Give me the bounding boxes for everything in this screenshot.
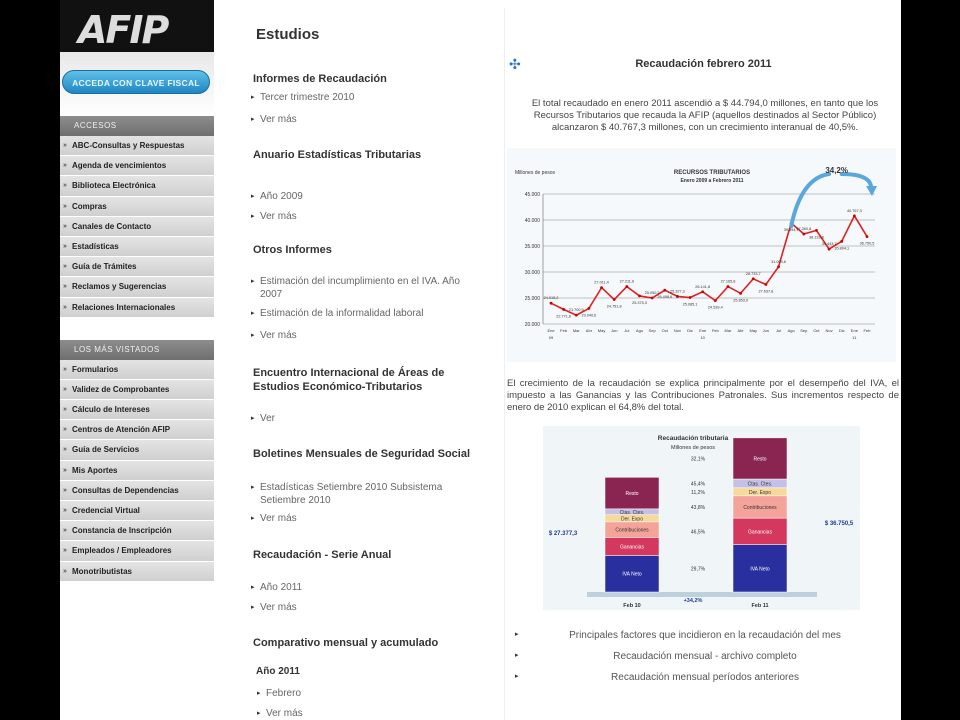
segment-label: Ganancias — [748, 529, 772, 536]
double-chevron-icon: » — [63, 222, 67, 230]
double-chevron-icon: » — [63, 242, 67, 250]
arrow-bullet-icon: ▸ — [251, 94, 255, 101]
double-chevron-icon: » — [63, 527, 67, 535]
data-label: 27.637,8 — [758, 289, 774, 294]
report-link[interactable] — [515, 630, 895, 641]
data-point — [739, 292, 742, 295]
double-chevron-icon: » — [63, 507, 67, 514]
sidebar-item-label: Relaciones Internacionales — [72, 302, 176, 312]
arrow-bullet-icon: ▸ — [515, 652, 519, 659]
double-chevron-icon: » — [63, 385, 67, 393]
logo-text: AFIP — [78, 8, 168, 52]
data-label: 26.141,8 — [695, 284, 711, 289]
y-tick-label: 35.000 — [524, 244, 540, 250]
arrow-bullet-icon: ▸ — [251, 332, 255, 339]
data-label: 38.133,8 — [809, 235, 824, 240]
double-chevron-icon: » — [63, 365, 67, 373]
section-link[interactable] — [251, 276, 470, 301]
sidebar-item[interactable] — [60, 501, 214, 521]
section-heading: Encuentro Internacional de Áreas de Estudios Económico-Tributarios — [253, 367, 445, 393]
report-link[interactable] — [515, 672, 895, 683]
double-chevron-icon: » — [63, 446, 67, 454]
growth-pct-label: 43,8% — [690, 504, 706, 511]
link-label: Estimación del incumplimiento en el IVA. Año 2007 — [260, 276, 460, 300]
link-label: Estimación de la informalidad laboral — [260, 308, 424, 319]
data-label: 27.165,8 — [720, 279, 736, 284]
x-tick-label: Feb 10 — [623, 603, 641, 609]
sidebar-item[interactable] — [60, 400, 214, 420]
data-point — [676, 295, 679, 298]
x-tick-label: Oct — [813, 328, 820, 333]
data-label: 35.894,1 — [834, 246, 850, 251]
data-point — [638, 295, 641, 298]
data-label: 27.211,6 — [619, 279, 635, 284]
section-heading: Recaudación - Serie Anual — [253, 549, 392, 561]
link-label: Año 2011 — [260, 582, 303, 593]
x-tick-label: Nov — [673, 328, 681, 333]
vistos-header: LOS MÁS VISTADOS — [60, 340, 214, 360]
data-point — [815, 229, 818, 232]
data-point — [714, 299, 717, 302]
left-sidebar — [60, 0, 214, 720]
data-label: 40.767,3 — [846, 208, 862, 213]
data-label: 37.360,8 — [796, 227, 812, 232]
arrow-head — [866, 186, 877, 196]
section-link[interactable] — [251, 413, 470, 426]
double-chevron-icon: » — [63, 406, 67, 414]
chart-title: Recaudación tributaria — [657, 435, 729, 442]
y-tick-label: 30.000 — [524, 270, 540, 276]
data-point — [562, 308, 565, 311]
x-tick-label: Abr — [737, 328, 744, 333]
sidebar-item-label: Consultas de Dependencias — [72, 485, 179, 495]
arrow-bullet-icon: ▸ — [251, 278, 255, 285]
sidebar-item[interactable] — [60, 197, 214, 217]
data-label: 25.050,2 — [644, 291, 660, 295]
right-margin — [901, 0, 960, 720]
arrow-bullet-icon: ▸ — [257, 710, 261, 717]
data-point — [828, 248, 831, 251]
data-point — [802, 233, 805, 236]
growth-pct-label: 45,4% — [690, 481, 706, 488]
data-label: 39.394,7 — [783, 228, 799, 233]
vistos-menu — [60, 360, 214, 582]
section-heading: Comparativo mensual y acumulado — [253, 637, 439, 649]
sidebar-item[interactable] — [60, 541, 214, 561]
sidebar-item-label: Guía de Trámites — [72, 262, 137, 272]
x-tick-label: Sep — [800, 328, 808, 333]
growth-pct-label: 11,2% — [691, 489, 705, 496]
growth-pct-label: 46,5% — [690, 529, 706, 536]
data-label: 34.443,7 — [821, 242, 837, 247]
section-heading: Otros Informes — [253, 244, 332, 256]
data-label: 25.375,3 — [632, 300, 647, 305]
section-link[interactable] — [251, 191, 470, 204]
growth-total: +34,2% — [683, 598, 703, 604]
link-label: Ver más — [260, 602, 297, 613]
section-link[interactable] — [251, 92, 470, 105]
sidebar-item[interactable] — [60, 420, 214, 440]
growth-arrow-right — [842, 174, 871, 190]
sidebar-item[interactable] — [60, 440, 214, 460]
paragraph-growth: El crecimiento de la recaudación se explica principalmente por el desempeño del IVA, el impuesto a las Ganancias y las Contribuciones Patronales. Sus incrementos respecto de enero de 2010 explican el 64,8% del total. — [507, 378, 899, 413]
segment-label: Contribuciones — [743, 504, 777, 511]
page-frame — [60, 0, 901, 720]
bar-chart-recaudacion — [543, 426, 860, 610]
link-label: Estadísticas Setiembre 2010 Subsistema Setiembre 2010 — [260, 482, 443, 506]
x-tick-label: Ago — [787, 328, 795, 333]
sidebar-item-label: ABC-Consultas y Respuestas — [72, 141, 185, 150]
sidebar-item[interactable] — [60, 217, 214, 237]
main-content — [504, 8, 901, 720]
sidebar-item[interactable] — [60, 136, 214, 156]
double-chevron-icon: » — [63, 202, 67, 210]
section-link[interactable] — [251, 308, 470, 321]
sidebar-item[interactable] — [60, 237, 214, 257]
section-heading: Anuario Estadísticas Tributarias — [253, 149, 422, 161]
sidebar-item-label: Formularios — [72, 364, 119, 374]
data-point — [777, 265, 780, 268]
x-tick-label: Feb — [863, 328, 871, 333]
arrow-bullet-icon: ▸ — [515, 631, 519, 638]
arrow-bullet-icon: ▸ — [251, 415, 255, 422]
double-chevron-icon: » — [63, 303, 67, 311]
data-label: 22.771,6 — [556, 314, 572, 319]
section-link[interactable] — [251, 482, 470, 507]
afip-logo[interactable] — [60, 0, 214, 52]
data-point — [588, 307, 591, 310]
arrow-bullet-icon: ▸ — [515, 673, 519, 680]
sidebar-item-label: Constancia de Inscripción — [72, 526, 172, 536]
x-tick-label: May — [597, 328, 606, 333]
total-left: $ 27.377,3 — [548, 531, 578, 537]
double-chevron-icon: » — [63, 567, 67, 575]
sidebar-item-label: Guía de Servicios — [72, 445, 140, 455]
link-label: Ver más — [260, 211, 297, 222]
link-label: Ver más — [260, 330, 297, 341]
sidebar-item[interactable] — [60, 176, 214, 196]
y-tick-label: 25.000 — [524, 296, 540, 302]
data-label: 25.853,9 — [733, 298, 748, 303]
sidebar-item[interactable] — [60, 461, 214, 481]
growth-arrow-left — [791, 174, 829, 226]
data-point — [727, 285, 730, 288]
segment-label: Contribuciones — [615, 527, 649, 534]
data-point — [840, 240, 843, 243]
x-tick-label: Oct — [661, 328, 668, 333]
data-label: 27.011,4 — [594, 280, 609, 285]
x-tick-label: Ene — [547, 328, 555, 333]
double-chevron-icon: » — [63, 547, 67, 555]
arrow-bullet-icon: ▸ — [251, 515, 255, 522]
arrow-bullet-icon: ▸ — [251, 213, 255, 220]
segment-label: Ctas. Ctes. — [619, 509, 645, 516]
data-label: 28.733,7 — [745, 271, 761, 276]
x-tick-label: Sep — [648, 328, 656, 333]
x-tick-label: Ene — [699, 328, 707, 333]
sidebar-item[interactable] — [60, 562, 214, 582]
sidebar-item[interactable] — [60, 360, 214, 380]
sidebar-item-label: Biblioteca Electrónica — [72, 181, 156, 191]
section-heading: Informes de Recaudación — [253, 73, 387, 85]
chart-title: RECURSOS TRIBUTARIOS — [673, 170, 751, 176]
arrow-bullet-icon: ▸ — [251, 604, 255, 611]
y-tick-label: 40.000 — [524, 218, 540, 224]
section-link[interactable] — [251, 513, 470, 526]
x-tick-label: Jun — [610, 328, 618, 333]
data-point — [651, 297, 654, 300]
link-label: Ver más — [266, 708, 303, 719]
segment-label: Der. Expo — [749, 489, 771, 496]
link-label: Ver más — [260, 513, 297, 524]
link-label: Recaudación mensual - archivo completo — [613, 651, 797, 662]
page-title: Estudios — [256, 26, 320, 43]
arrow-bullet-icon: ▸ — [251, 116, 255, 123]
x-year-label: 10 — [700, 335, 705, 340]
data-point — [853, 214, 856, 217]
segment-label: Der. Expo — [621, 516, 643, 523]
bar-base — [587, 592, 817, 597]
data-point — [625, 285, 628, 288]
data-label: 24.751,8 — [606, 304, 622, 309]
data-point — [689, 296, 692, 299]
data-point — [600, 286, 603, 289]
sidebar-item-label: Reclamos y Sugerencias — [72, 282, 167, 292]
total-right: $ 36.750,5 — [824, 521, 854, 527]
sidebar-item-label: Compras — [72, 201, 107, 211]
login-area — [60, 52, 214, 116]
growth-pct-label: 32,1% — [690, 456, 706, 463]
sidebar-item-label: Canales de Contacto — [72, 221, 152, 231]
section-link[interactable] — [251, 582, 470, 595]
data-label: 24.015,2 — [543, 296, 559, 301]
arrow-bullet-icon: ▸ — [251, 193, 255, 200]
sidebar-item[interactable] — [60, 277, 214, 297]
section-link[interactable] — [257, 708, 476, 720]
link-label: Febrero — [266, 688, 302, 699]
double-chevron-icon: » — [63, 486, 67, 494]
chart-subtitle: Enero 2009 a Febrero 2011 — [680, 178, 744, 184]
double-chevron-icon: » — [63, 263, 67, 271]
data-label: 31.009,6 — [771, 259, 786, 264]
data-point — [550, 302, 553, 305]
sidebar-item[interactable] — [60, 521, 214, 541]
section-heading: Boletines Mensuales de Seguridad Social — [253, 448, 471, 460]
arrow-bullet-icon: ▸ — [257, 690, 261, 697]
data-label: 25.327,3 — [670, 289, 685, 294]
y-axis-label: Millones de pesos — [515, 170, 556, 176]
data-point — [663, 289, 666, 292]
data-label: 24.539,4 — [707, 305, 723, 310]
segment-label: IVA Neto — [750, 566, 770, 573]
link-label: Año 2009 — [260, 191, 303, 202]
section-link[interactable] — [257, 688, 476, 701]
section-subheading: Año 2011 — [256, 666, 300, 677]
paragraph-intro: El total recaudado en enero 2011 ascendió a $ 44.794,0 millones, en tanto que los Recursos Tributarios que recauda la AFIP (aquellos destinados al Sector Público) alcanzaron $ 40.767,3 millones, con un crecimiento interanual de 40,5%. — [531, 98, 879, 133]
double-chevron-icon: » — [63, 466, 67, 474]
arrow-bullet-icon: ▸ — [251, 310, 255, 317]
arrow-bullet-icon: ▸ — [251, 584, 255, 591]
sidebar-item-label: Cálculo de Intereses — [72, 405, 150, 415]
link-label: Tercer trimestre 2010 — [260, 92, 355, 103]
link-label: Recaudación mensual períodos anteriores — [611, 672, 799, 683]
y-tick-label: 20.000 — [524, 322, 540, 328]
x-year-label: 11 — [852, 335, 857, 340]
sidebar-item-label: Empleados / Empleadores — [72, 546, 172, 556]
data-label: 25.085,1 — [682, 302, 698, 307]
sidebar-item-label: Monotributistas — [72, 566, 132, 576]
section-link[interactable] — [251, 114, 470, 127]
double-chevron-icon: » — [63, 426, 67, 434]
x-tick-label: Ene — [850, 328, 858, 333]
segment-label: IVA Neto — [622, 571, 642, 578]
x-tick-label: May — [749, 328, 758, 333]
data-label: 26.498,6 — [657, 295, 673, 300]
growth-pct-label: 29,7% — [690, 566, 706, 573]
x-tick-label: Dic — [687, 328, 693, 333]
sidebar-item-label: Validez de Comprobantes — [72, 384, 170, 394]
segment-label: Ctas. Ctes. — [747, 481, 773, 488]
sidebar-item[interactable] — [60, 156, 214, 176]
data-point — [764, 283, 767, 286]
sidebar-item-label: Centros de Atención AFIP — [72, 425, 171, 435]
data-point — [613, 298, 616, 301]
sidebar-item-label: Mis Aportes — [72, 465, 118, 475]
sidebar-item-label: Agenda de vencimientos — [72, 161, 167, 171]
line-chart-recursos — [507, 148, 896, 362]
link-label: Ver — [260, 413, 276, 424]
x-tick-label: Feb 11 — [751, 603, 769, 609]
data-point — [701, 290, 704, 293]
growth-annotation: 34,2% — [825, 166, 849, 175]
data-point — [866, 235, 869, 238]
sidebar-item[interactable] — [60, 380, 214, 400]
report-link[interactable] — [515, 651, 895, 662]
x-tick-label: Mar — [572, 328, 580, 333]
data-point — [752, 277, 755, 280]
sidebar-item[interactable] — [60, 257, 214, 277]
x-tick-label: Jul — [624, 328, 630, 333]
arrow-bullet-icon: ▸ — [251, 484, 255, 491]
move-icon[interactable]: ✣ — [509, 56, 521, 72]
sidebar-item-label: Credencial Virtual — [72, 506, 140, 515]
section-link[interactable] — [251, 602, 470, 615]
x-tick-label: Jun — [762, 328, 770, 333]
x-tick-label: Dic — [838, 328, 845, 333]
x-tick-label: Jul — [775, 328, 782, 333]
double-chevron-icon: » — [63, 142, 67, 149]
section-link[interactable] — [251, 330, 470, 343]
link-label: Principales factores que incidieron en la recaudación del mes — [569, 630, 841, 641]
clave-fiscal-button[interactable]: ACCEDA CON CLAVE FISCAL — [62, 70, 210, 94]
chart-subtitle: Millones de pesos — [670, 445, 716, 451]
data-label: 36.750,5 — [859, 241, 875, 246]
x-tick-label: Abr — [585, 328, 593, 333]
link-label: Ver más — [260, 114, 297, 125]
double-chevron-icon: » — [63, 182, 67, 190]
sidebar-item[interactable] — [60, 298, 214, 318]
data-label: 21.700,9 — [568, 308, 584, 313]
x-tick-label: Feb — [560, 328, 568, 333]
sidebar-item-label: Estadísticas — [72, 241, 119, 251]
section-link[interactable] — [251, 211, 470, 224]
accesos-menu — [60, 136, 214, 318]
x-year-label: 09 — [548, 335, 554, 340]
data-label: 23.040,6 — [581, 313, 597, 318]
segment-label: Resto — [625, 491, 639, 498]
sidebar-item[interactable] — [60, 481, 214, 501]
double-chevron-icon: » — [63, 162, 67, 170]
data-point — [575, 314, 578, 317]
studies-column — [214, 0, 504, 720]
x-tick-label: Feb — [711, 328, 719, 333]
y-tick-label: 45.000 — [524, 192, 540, 198]
x-tick-label: Mar — [724, 328, 732, 333]
segment-label: Ganancias — [620, 544, 644, 551]
content-title: Recaudación febrero 2011 — [635, 58, 772, 70]
x-tick-label: Nov — [825, 328, 833, 333]
segment-label: Resto — [753, 456, 767, 463]
double-chevron-icon: » — [63, 283, 67, 291]
x-tick-label: Ago — [635, 328, 644, 333]
accesos-header: ACCESOS — [60, 116, 214, 136]
